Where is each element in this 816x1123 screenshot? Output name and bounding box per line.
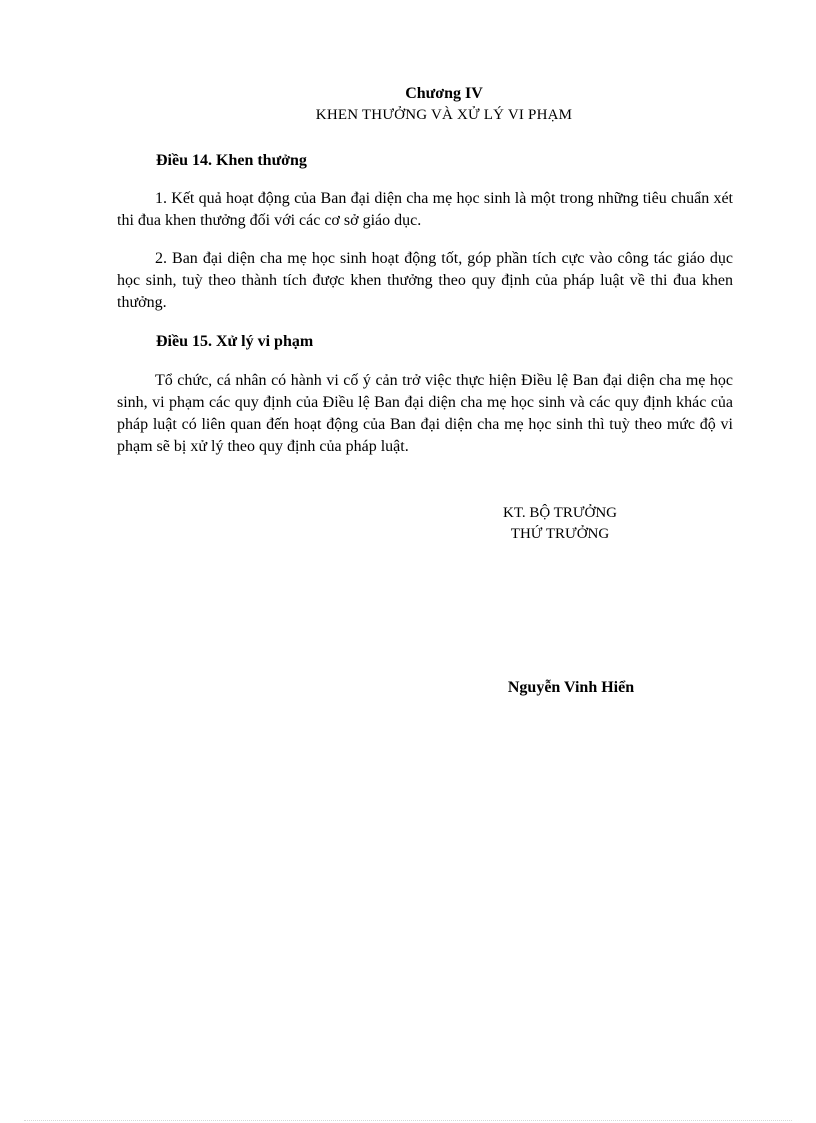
article-14-heading: Điều 14. Khen thưởng xyxy=(156,152,307,169)
article-14-paragraph-1: 1. Kết quả hoạt động của Ban đại diện cha mẹ học sinh là một trong những tiêu chuẩn xét thi đua khen thưởng đối với các cơ sở giáo dục. xyxy=(117,190,733,229)
article-14-paragraph-2: 2. Ban đại diện cha mẹ học sinh hoạt động tốt, góp phần tích cực vào công tác giáo dục học sinh, tuỳ theo thành tích được khen thưởng theo quy định của pháp luật về thi đua khen thưởng. xyxy=(117,250,733,311)
page-bottom-rule xyxy=(24,1120,792,1121)
signer-name: Nguyễn Vinh Hiển xyxy=(507,679,635,696)
chapter-title: Chương IV xyxy=(405,85,483,102)
article-15-heading: Điều 15. Xử lý vi phạm xyxy=(156,333,314,350)
article-15-paragraph-1: Tổ chức, cá nhân có hành vi cố ý cản trở việc thực hiện Điều lệ Ban đại diện cha mẹ học sinh, vi phạm các quy định của Điều lệ Ban đại diện cha mẹ học sinh và các quy định khác của pháp luật có liên quan đến hoạt động của Ban đại diện cha mẹ học sinh thì tuỳ theo mức độ vi phạm sẽ bị xử lý theo quy định của pháp luật. xyxy=(117,372,733,455)
signature-title-line-2: THỨ TRƯỞNG xyxy=(510,526,610,542)
signature-title-line-1: KT. BỘ TRƯỞNG xyxy=(502,505,617,521)
chapter-subtitle: KHEN THƯỞNG VÀ XỬ LÝ VI PHẠM xyxy=(315,107,573,123)
